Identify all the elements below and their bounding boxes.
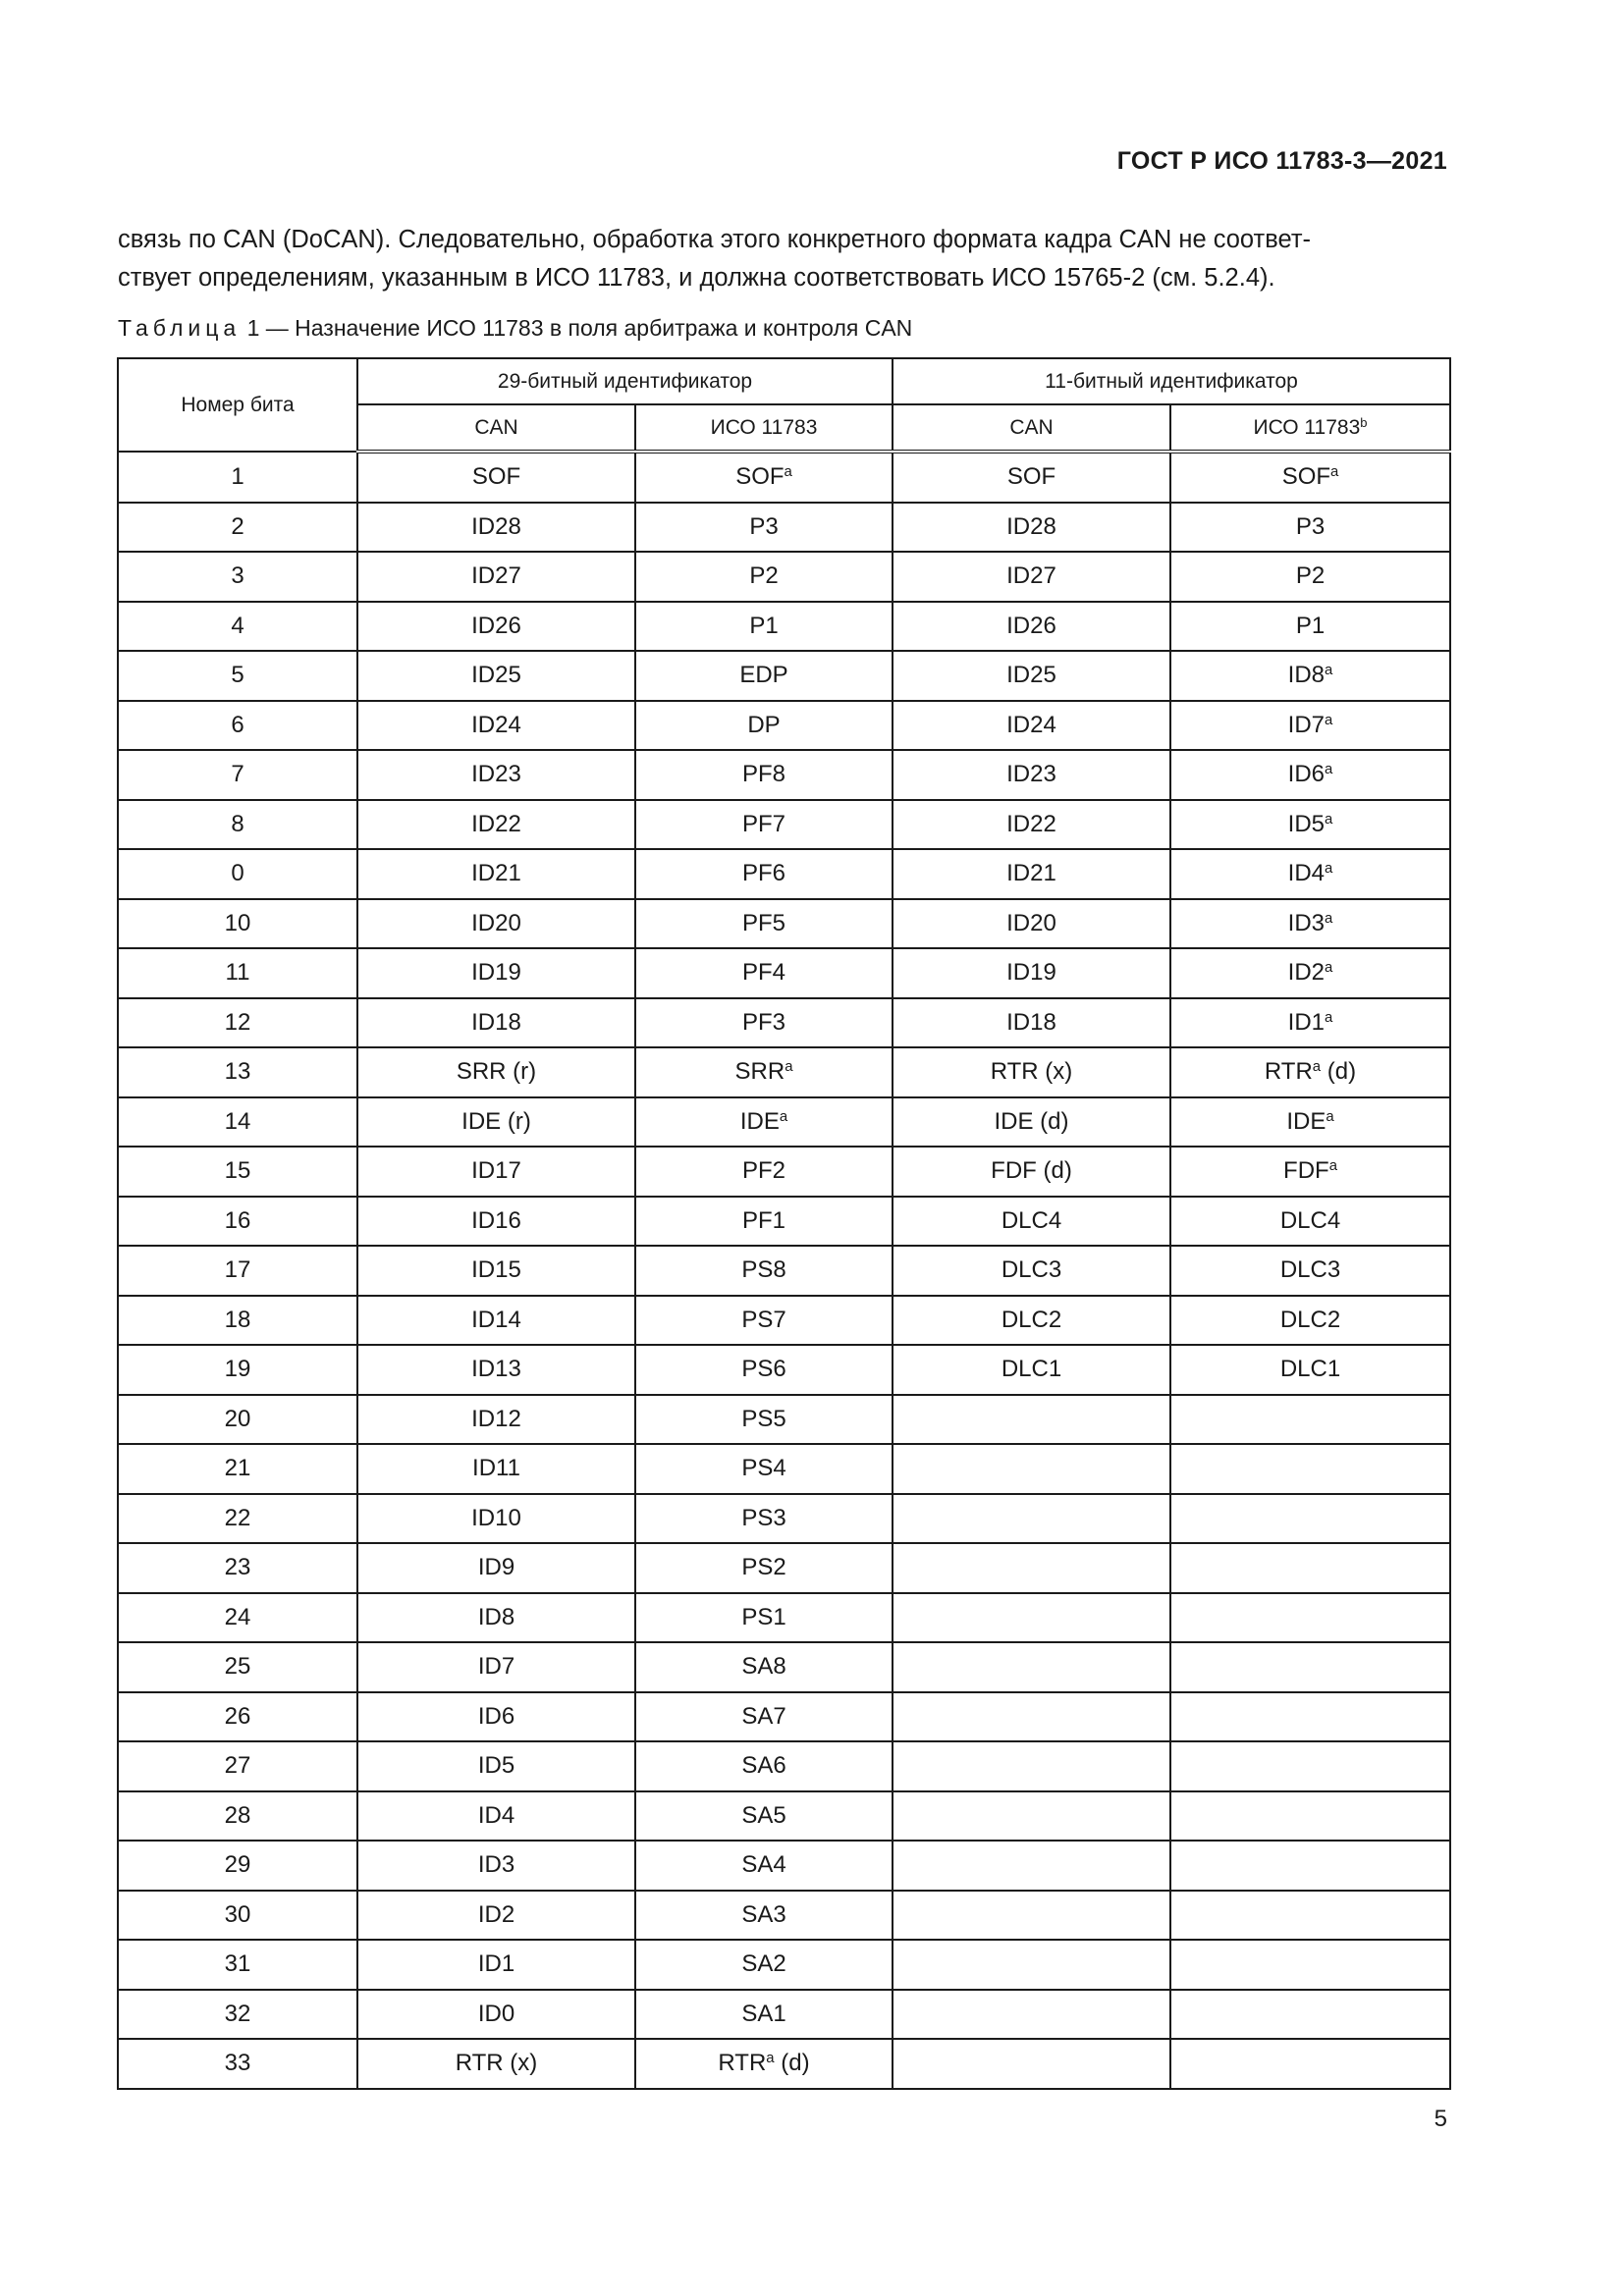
cell-iso-29: PF2 [635, 1147, 893, 1197]
document-header: ГОСТ Р ИСО 11783-3—2021 [1116, 147, 1447, 175]
cell-can-11: SOF [893, 452, 1170, 503]
cell-can-29: IDE (r) [357, 1097, 635, 1148]
cell-iso-29: SA6 [635, 1741, 893, 1791]
cell-can-11 [893, 1692, 1170, 1742]
cell-can-29: ID28 [357, 503, 635, 553]
table-caption-text: 1 — Назначение ИСО 11783 в поля арбитража и контроля CAN [246, 315, 913, 341]
cell-iso-11 [1170, 1593, 1450, 1643]
cell-bit-number: 24 [118, 1593, 357, 1643]
cell-iso-11: DLC2 [1170, 1296, 1450, 1346]
header-bit-number: Номер бита [118, 358, 357, 452]
cell-iso-29: PS8 [635, 1246, 893, 1296]
cell-can-11: RTR (x) [893, 1047, 1170, 1097]
cell-can-11 [893, 1940, 1170, 1990]
cell-bit-number: 32 [118, 1990, 357, 2040]
cell-bit-number: 3 [118, 552, 357, 602]
cell-iso-29: SA4 [635, 1841, 893, 1891]
cell-bit-number: 22 [118, 1494, 357, 1544]
footnote-marker: b [1360, 414, 1368, 430]
cell-iso-29: IDE$^a$ [635, 1097, 893, 1148]
header-29bit-group: 29-битный идентификатор [357, 358, 893, 404]
cell-iso-29: DP [635, 701, 893, 751]
cell-can-11 [893, 1741, 1170, 1791]
header-can-11: CAN [893, 404, 1170, 452]
cell-iso-29: P2 [635, 552, 893, 602]
table-row [118, 1940, 1450, 1990]
cell-can-11 [893, 1891, 1170, 1941]
cell-can-29: SRR (r) [357, 1047, 635, 1097]
header-iso-11: ИСО 11783$^b$ [1170, 404, 1450, 452]
cell-can-29: ID11 [357, 1444, 635, 1494]
footnote-marker: a [1325, 960, 1333, 977]
cell-can-11: ID22 [893, 800, 1170, 850]
paragraph-line: ствует определениям, указанным в ИСО 11783, и должна соответствовать ИСО 15765-2 (см. 5.2.4). [118, 264, 1275, 292]
table-row [118, 1593, 1450, 1643]
cell-bit-number: 0 [118, 849, 357, 899]
footnote-marker: a [1325, 1009, 1333, 1026]
cell-can-29: ID9 [357, 1543, 635, 1593]
cell-iso-29: PF1 [635, 1197, 893, 1247]
cell-can-11: DLC4 [893, 1197, 1170, 1247]
cell-iso-11 [1170, 1642, 1450, 1692]
cell-can-11 [893, 1395, 1170, 1445]
cell-can-29: ID6 [357, 1692, 635, 1742]
cell-iso-11: ID2$^a$ [1170, 948, 1450, 998]
cell-bit-number: 17 [118, 1246, 357, 1296]
cell-can-29: ID25 [357, 651, 635, 701]
cell-can-29: ID0 [357, 1990, 635, 2040]
table-row [118, 1543, 1450, 1593]
cell-can-29: ID21 [357, 849, 635, 899]
cell-can-11 [893, 1841, 1170, 1891]
footnote-marker: a [1325, 663, 1333, 679]
cell-can-29: ID24 [357, 701, 635, 751]
cell-iso-29: PS1 [635, 1593, 893, 1643]
cell-iso-29: PF6 [635, 849, 893, 899]
footnote-marker: a [1325, 762, 1333, 778]
cell-can-11: FDF (d) [893, 1147, 1170, 1197]
cell-can-11 [893, 1494, 1170, 1544]
table-row [118, 948, 1450, 998]
cell-bit-number: 27 [118, 1741, 357, 1791]
cell-can-29: ID18 [357, 998, 635, 1048]
cell-iso-29: PS5 [635, 1395, 893, 1445]
cell-bit-number: 15 [118, 1147, 357, 1197]
cell-bit-number: 30 [118, 1891, 357, 1941]
cell-can-29: ID15 [357, 1246, 635, 1296]
table-row [118, 1246, 1450, 1296]
cell-iso-29: PF8 [635, 750, 893, 800]
cell-iso-11 [1170, 1494, 1450, 1544]
table-row [118, 701, 1450, 751]
cell-iso-29: PF5 [635, 899, 893, 949]
cell-bit-number: 14 [118, 1097, 357, 1148]
cell-iso-11: P1 [1170, 602, 1450, 652]
table-row [118, 998, 1450, 1048]
table-row [118, 899, 1450, 949]
table-row [118, 1841, 1450, 1891]
table-row [118, 1097, 1450, 1148]
footnote-marker: a [766, 2051, 775, 2067]
cell-can-29: ID23 [357, 750, 635, 800]
table-caption [118, 315, 912, 342]
footnote-marker: a [785, 1059, 793, 1076]
table-row [118, 1147, 1450, 1197]
cell-bit-number: 7 [118, 750, 357, 800]
cell-bit-number: 31 [118, 1940, 357, 1990]
cell-bit-number: 11 [118, 948, 357, 998]
cell-bit-number: 1 [118, 452, 357, 503]
footnote-marker: a [1328, 1158, 1337, 1175]
footnote-marker: a [1325, 861, 1333, 878]
cell-iso-11 [1170, 1444, 1450, 1494]
cell-can-29: ID17 [357, 1147, 635, 1197]
table-row [118, 1891, 1450, 1941]
table-row [118, 1990, 1450, 2040]
cell-bit-number: 12 [118, 998, 357, 1048]
cell-iso-11 [1170, 1891, 1450, 1941]
table-body [118, 452, 1450, 2089]
cell-iso-11 [1170, 1990, 1450, 2040]
cell-bit-number: 20 [118, 1395, 357, 1445]
cell-can-29: ID10 [357, 1494, 635, 1544]
footnote-marker: a [1325, 712, 1333, 728]
cell-iso-11 [1170, 1395, 1450, 1445]
cell-can-29: RTR (x) [357, 2039, 635, 2089]
table-header-row [118, 358, 1450, 404]
cell-iso-29: PF4 [635, 948, 893, 998]
cell-bit-number: 33 [118, 2039, 357, 2089]
cell-iso-29: PF7 [635, 800, 893, 850]
cell-iso-11: RTR$^a$ (d) [1170, 1047, 1450, 1097]
cell-can-29: ID5 [357, 1741, 635, 1791]
cell-bit-number: 21 [118, 1444, 357, 1494]
cell-can-29: ID8 [357, 1593, 635, 1643]
table-row [118, 849, 1450, 899]
footnote-marker: a [1326, 1108, 1334, 1125]
cell-bit-number: 16 [118, 1197, 357, 1247]
table-row [118, 1444, 1450, 1494]
cell-iso-29: P3 [635, 503, 893, 553]
cell-can-11 [893, 1990, 1170, 2040]
cell-iso-11: ID7$^a$ [1170, 701, 1450, 751]
cell-can-29: ID22 [357, 800, 635, 850]
cell-bit-number: 8 [118, 800, 357, 850]
cell-iso-11 [1170, 1543, 1450, 1593]
cell-can-29: ID1 [357, 1940, 635, 1990]
cell-can-11: ID24 [893, 701, 1170, 751]
cell-can-29: ID20 [357, 899, 635, 949]
cell-can-11 [893, 1593, 1170, 1643]
cell-iso-29: P1 [635, 602, 893, 652]
cell-iso-29: PS6 [635, 1345, 893, 1395]
cell-bit-number: 2 [118, 503, 357, 553]
cell-iso-29: RTR$^a$ (d) [635, 2039, 893, 2089]
cell-bit-number: 26 [118, 1692, 357, 1742]
footnote-marker: a [1325, 910, 1333, 927]
table-row [118, 1395, 1450, 1445]
cell-bit-number: 19 [118, 1345, 357, 1395]
table-row [118, 1791, 1450, 1842]
cell-iso-11: SOF$^a$ [1170, 452, 1450, 503]
footnote-marker: a [784, 464, 792, 481]
table-row [118, 552, 1450, 602]
cell-iso-11: IDE$^a$ [1170, 1097, 1450, 1148]
cell-bit-number: 10 [118, 899, 357, 949]
table-row [118, 1741, 1450, 1791]
table-row [118, 1197, 1450, 1247]
cell-can-11 [893, 1444, 1170, 1494]
table-row [118, 1692, 1450, 1742]
cell-iso-29: EDP [635, 651, 893, 701]
cell-iso-11 [1170, 1791, 1450, 1842]
cell-can-11: ID26 [893, 602, 1170, 652]
cell-iso-29: SRR$^a$ [635, 1047, 893, 1097]
cell-bit-number: 25 [118, 1642, 357, 1692]
cell-can-29: ID26 [357, 602, 635, 652]
cell-can-11: ID20 [893, 899, 1170, 949]
cell-iso-11 [1170, 1741, 1450, 1791]
cell-iso-11: P3 [1170, 503, 1450, 553]
cell-can-11 [893, 1543, 1170, 1593]
cell-can-11: IDE (d) [893, 1097, 1170, 1148]
cell-bit-number: 29 [118, 1841, 357, 1891]
table-caption-label: Таблица [118, 315, 242, 341]
cell-can-29: ID16 [357, 1197, 635, 1247]
footnote-marker: a [1325, 811, 1333, 828]
cell-can-11: ID19 [893, 948, 1170, 998]
cell-can-29: ID2 [357, 1891, 635, 1941]
page-number: 5 [1434, 2106, 1447, 2132]
cell-iso-11 [1170, 1841, 1450, 1891]
table-row [118, 651, 1450, 701]
cell-can-11 [893, 1642, 1170, 1692]
cell-iso-29: PF3 [635, 998, 893, 1048]
cell-iso-11: ID4$^a$ [1170, 849, 1450, 899]
cell-can-29: ID12 [357, 1395, 635, 1445]
cell-can-29: ID14 [357, 1296, 635, 1346]
table-row [118, 1642, 1450, 1692]
table-row [118, 1296, 1450, 1346]
cell-bit-number: 5 [118, 651, 357, 701]
cell-iso-29: SOF$^a$ [635, 452, 893, 503]
table-row [118, 503, 1450, 553]
cell-iso-11 [1170, 1692, 1450, 1742]
cell-can-11: DLC3 [893, 1246, 1170, 1296]
cell-can-11: ID21 [893, 849, 1170, 899]
cell-can-11: ID25 [893, 651, 1170, 701]
cell-can-29: ID3 [357, 1841, 635, 1891]
cell-iso-11: ID6$^a$ [1170, 750, 1450, 800]
cell-iso-11: ID1$^a$ [1170, 998, 1450, 1048]
cell-iso-29: SA8 [635, 1642, 893, 1692]
cell-can-11 [893, 1791, 1170, 1842]
body-paragraph [118, 221, 1448, 297]
cell-can-29: ID27 [357, 552, 635, 602]
cell-iso-29: PS2 [635, 1543, 893, 1593]
cell-iso-11: P2 [1170, 552, 1450, 602]
cell-can-11: ID23 [893, 750, 1170, 800]
table-row [118, 602, 1450, 652]
header-iso-29: ИСО 11783 [635, 404, 893, 452]
cell-iso-29: SA2 [635, 1940, 893, 1990]
table-row [118, 1345, 1450, 1395]
header-11bit-group: 11-битный идентификатор [893, 358, 1450, 404]
cell-can-11: ID18 [893, 998, 1170, 1048]
cell-iso-11: DLC3 [1170, 1246, 1450, 1296]
cell-can-29: ID7 [357, 1642, 635, 1692]
cell-can-29: ID4 [357, 1791, 635, 1842]
cell-iso-29: SA5 [635, 1791, 893, 1842]
cell-can-11 [893, 2039, 1170, 2089]
cell-can-29: ID13 [357, 1345, 635, 1395]
cell-iso-11 [1170, 1940, 1450, 1990]
cell-iso-29: PS7 [635, 1296, 893, 1346]
cell-iso-11: DLC4 [1170, 1197, 1450, 1247]
table-row [118, 800, 1450, 850]
paragraph-line: связь по CAN (DoCAN). Следовательно, обработка этого конкретного формата кадра CAN не соответ- [118, 226, 1311, 253]
cell-bit-number: 28 [118, 1791, 357, 1842]
cell-iso-29: SA1 [635, 1990, 893, 2040]
table-row [118, 1494, 1450, 1544]
cell-iso-11: ID5$^a$ [1170, 800, 1450, 850]
footnote-marker: a [779, 1108, 788, 1125]
cell-bit-number: 23 [118, 1543, 357, 1593]
table-row [118, 452, 1450, 503]
can-arbitration-table [117, 357, 1451, 2090]
cell-can-11: DLC2 [893, 1296, 1170, 1346]
cell-iso-29: SA3 [635, 1891, 893, 1941]
cell-bit-number: 6 [118, 701, 357, 751]
cell-can-29: ID19 [357, 948, 635, 998]
cell-iso-29: PS3 [635, 1494, 893, 1544]
table-row [118, 750, 1450, 800]
table-row [118, 1047, 1450, 1097]
cell-bit-number: 4 [118, 602, 357, 652]
cell-can-11: ID28 [893, 503, 1170, 553]
cell-iso-29: SA7 [635, 1692, 893, 1742]
cell-iso-11: FDF$^a$ [1170, 1147, 1450, 1197]
cell-can-29: SOF [357, 452, 635, 503]
cell-bit-number: 18 [118, 1296, 357, 1346]
cell-iso-11: ID8$^a$ [1170, 651, 1450, 701]
table-row [118, 2039, 1450, 2089]
cell-iso-11 [1170, 2039, 1450, 2089]
cell-bit-number: 13 [118, 1047, 357, 1097]
cell-iso-29: PS4 [635, 1444, 893, 1494]
footnote-marker: a [1330, 464, 1339, 481]
cell-can-11: ID27 [893, 552, 1170, 602]
footnote-marker: a [1312, 1059, 1322, 1076]
cell-iso-11: ID3$^a$ [1170, 899, 1450, 949]
cell-can-11: DLC1 [893, 1345, 1170, 1395]
header-can-29: CAN [357, 404, 635, 452]
cell-iso-11: DLC1 [1170, 1345, 1450, 1395]
